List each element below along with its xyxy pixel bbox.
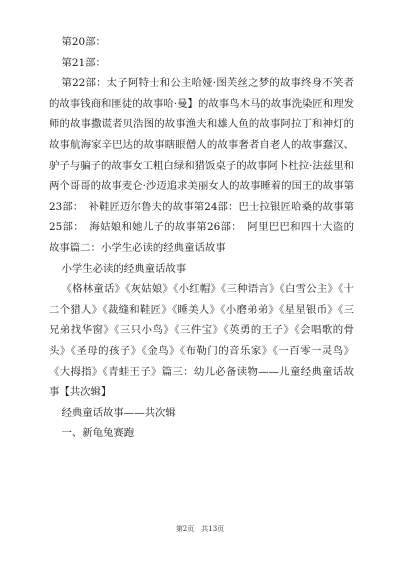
- paragraph-part-22: 第22部：太子阿特士和公主哈娅·图芙丝之梦的故事终身不笑者的故事钱商和匪徒的故事哈·曼】的故事鸟木马的故事洗染匠和理发师的故事撒谎者贝浩图的故事渔夫和雄人鱼的故事阿拉丁和神灯的故事航海家辛巴达的故事瞎眼僧人的故事奢者自老人的故事蠢汉、驴子与骗子的故事女工粗白绿和猎饭桌子的故事阿卜杜拉·法兹里和两个哥哥的故事麦仑·沙迈追求美丽女人的故事睡着的国王的故事第23部： 补鞋匠迈尔鲁夫的故事第24部：巴士拉银匠哈桑的故事第25部： 海姑娘和她儿子的故事第26部： 阿里巴巴和四十大盗的故事篇二：小学生必读的经典童话故事: [49, 77, 354, 254]
- document-body: [49, 32, 354, 444]
- story-title: 一、新龟兔赛跑: [61, 427, 135, 440]
- paragraph-part-21: 第21部：: [61, 56, 106, 69]
- section-heading: 小学生必读的经典童话故事: [61, 262, 187, 275]
- section-subheading: 经典童话故事——共次辑: [61, 406, 176, 419]
- paragraph-part-20: 第20部：: [61, 36, 106, 48]
- story-list-paragraph: 《格林童话》《灰姑娘》《小红帽》《三种语言》《白雪公主》《十二个猎人》《裁缝和鞋匠》《睡美人》《小磨弟弟》《星星银币》《三兄弟找华窗》《三只小鸟》《三件宝》《英勇的王子》《会唱歌的骨头》《圣母的孩子》《金鸟》《布勒门的音乐家》《一百零一灵鸟》《大拇指》《青蛙王子》篇三：幼儿必备读物——儿童经典童话故事【共次辑】: [49, 283, 354, 399]
- page-footer: 第2页 共13页: [175, 525, 225, 533]
